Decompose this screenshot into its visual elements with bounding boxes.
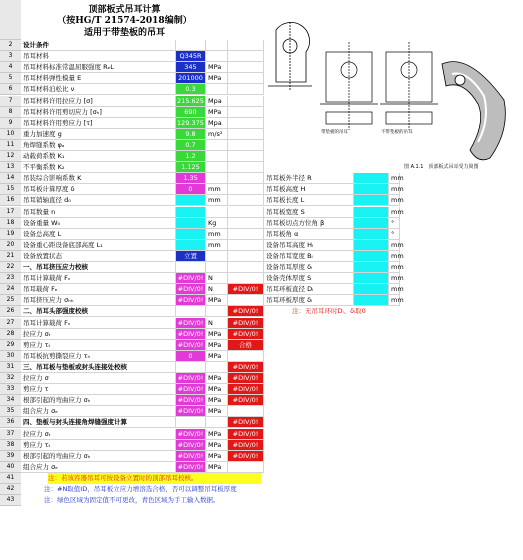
lug-views-icon — [320, 42, 438, 130]
empty-cell[interactable] — [228, 262, 264, 273]
cell-unit[interactable] — [206, 40, 228, 51]
empty-cell[interactable] — [228, 162, 264, 173]
row-number: 13 — [0, 162, 21, 173]
empty-cell[interactable] — [228, 240, 264, 251]
right-value[interactable] — [354, 262, 389, 273]
status-cell[interactable]: #DIV/0! — [228, 451, 264, 462]
lug-curved-icon — [442, 62, 505, 160]
right-label[interactable]: 设备吊耳厚度 δₗ — [264, 262, 354, 273]
row-number: 37 — [0, 429, 21, 440]
cell-label[interactable]: 吊耳板抗剪撕裂应力 τₕ — [21, 351, 176, 362]
right-label[interactable]: 吊耳板切点方位角 β — [264, 218, 354, 229]
status-cell[interactable]: #DIV/0! — [228, 373, 264, 384]
right-unit[interactable]: mm — [389, 184, 400, 195]
cell-label[interactable]: 吊耳材料许用剪应力 [τ] — [21, 118, 176, 129]
right-label[interactable]: 吊耳板角 α — [264, 229, 354, 240]
cell-label[interactable]: 吊耳销轴直径 d₀ — [21, 195, 176, 206]
cell-label[interactable]: 拉应力 σ — [21, 373, 176, 384]
cell-value[interactable]: 0 — [176, 184, 206, 195]
status-cell[interactable]: 合格 — [228, 340, 264, 351]
row-number: 3 — [0, 51, 21, 62]
row-number: 6 — [0, 84, 21, 95]
row-number: 20 — [0, 240, 21, 251]
cell-label[interactable]: 吊耳载荷 Fₑ — [21, 284, 176, 295]
cell-label[interactable]: 吊耳计算载荷 Fᵥ — [21, 273, 176, 284]
cell-label[interactable]: 剪应力 τₜ — [21, 340, 176, 351]
cell-unit[interactable] — [206, 140, 228, 151]
row-number: 19 — [0, 229, 21, 240]
cell-unit[interactable]: Kg — [206, 218, 228, 229]
right-unit[interactable]: mm — [389, 262, 400, 273]
cell-unit[interactable]: mm — [206, 229, 228, 240]
right-unit[interactable]: ° — [389, 229, 400, 240]
cell-value[interactable] — [176, 195, 206, 206]
row-number: 41 — [0, 473, 21, 484]
right-value[interactable] — [354, 229, 389, 240]
row-number: 27 — [0, 318, 21, 329]
row-number: 4 — [0, 62, 21, 73]
cell-value[interactable]: #DIV/0! — [176, 451, 206, 462]
status-cell[interactable]: #DIV/0! — [228, 417, 264, 428]
row-number: 24 — [0, 284, 21, 295]
right-unit[interactable]: mm — [389, 295, 400, 306]
cell-label[interactable]: 动载荷系数 K₁ — [21, 151, 176, 162]
row-number: 31 — [0, 362, 21, 373]
cell-unit[interactable]: MPa — [206, 429, 228, 440]
cell-value[interactable] — [176, 362, 206, 373]
cell-unit[interactable] — [206, 306, 228, 317]
cell-label[interactable]: 吊耳材料 — [21, 51, 176, 62]
note-row42: 注：#N取值ID，吊耳板立应力增溶选合格，否可以调整吊耳板厚度 — [44, 485, 237, 493]
cell-unit[interactable]: MPa — [206, 340, 228, 351]
cell-label[interactable]: 不平衡系数 K₂ — [21, 162, 176, 173]
right-label[interactable]: 设备壳体厚度 S — [264, 273, 354, 284]
row-number: 36 — [0, 417, 21, 428]
cell-label[interactable]: 吊耳材料标准常温屈服强度 RₑL — [21, 62, 176, 73]
empty-cell[interactable] — [228, 118, 264, 129]
cell-label[interactable]: 组合应力 σₑ — [21, 406, 176, 417]
title-line1: 顶部板式吊耳计算 — [88, 5, 161, 15]
cell-unit[interactable]: MPa — [206, 62, 228, 73]
cell-unit[interactable]: MPa — [206, 373, 228, 384]
row-number: 2 — [0, 40, 21, 51]
cell-unit[interactable]: MPa — [206, 451, 228, 462]
row-number: 21 — [0, 251, 21, 262]
row-number: 29 — [0, 340, 21, 351]
row-number: 35 — [0, 406, 21, 417]
cell-label[interactable]: 吊耳计算载荷 Fᵥ — [21, 318, 176, 329]
right-label[interactable]: 吊耳板高度 H — [264, 184, 354, 195]
right-unit[interactable]: mm — [389, 273, 400, 284]
cell-unit[interactable] — [206, 151, 228, 162]
cell-value[interactable]: 0.7 — [176, 140, 206, 151]
title-line2: （按HG/T 21574-2018编制） — [57, 16, 192, 26]
row-number: 23 — [0, 273, 21, 284]
right-unit[interactable]: mm — [389, 284, 400, 295]
lug-sketch-icon — [268, 22, 312, 90]
cell-value[interactable]: Q345R — [176, 51, 206, 62]
cell-value[interactable]: #DIV/0! — [176, 284, 206, 295]
row-number: 28 — [0, 329, 21, 340]
cell-value[interactable]: 201000 — [176, 73, 206, 84]
cell-unit[interactable] — [206, 207, 228, 218]
cell-label[interactable]: 吊装综合影响系数 K — [21, 173, 176, 184]
cell-unit[interactable]: mm — [206, 195, 228, 206]
cell-value[interactable]: 0 — [176, 351, 206, 362]
row-number: 9 — [0, 118, 21, 129]
cell-label[interactable]: 根部引起的弯曲应力 σₕ — [21, 451, 176, 462]
diagram-label-without-pad: 不带垫板的吊耳 — [381, 130, 413, 135]
cell-unit[interactable]: MPa — [206, 329, 228, 340]
cell-label[interactable]: 剪应力 τₜ — [21, 440, 176, 451]
cell-unit[interactable]: N — [206, 273, 228, 284]
right-label[interactable]: 吊耳板长度 L — [264, 195, 354, 206]
right-unit[interactable]: mm — [389, 207, 400, 218]
lug-diagram — [264, 12, 519, 192]
cell-unit[interactable]: mm — [206, 240, 228, 251]
cell-label[interactable]: 吊耳材料许用拉应力 [σ] — [21, 96, 176, 107]
cell-value[interactable]: #DIV/0! — [176, 395, 206, 406]
cell-unit[interactable]: mm — [206, 184, 228, 195]
status-cell[interactable]: #DIV/0! — [228, 329, 264, 340]
cell-value[interactable]: 690 — [176, 107, 206, 118]
empty-cell[interactable] — [228, 51, 264, 62]
cell-value[interactable]: 129.375 — [176, 118, 206, 129]
cell-value[interactable]: #DIV/0! — [176, 295, 206, 306]
right-unit[interactable]: ° — [389, 218, 400, 229]
cell-value[interactable]: 立置 — [176, 251, 206, 262]
cell-value[interactable]: 1.125 — [176, 162, 206, 173]
cell-value[interactable]: #DIV/0! — [176, 429, 206, 440]
title-line3: 适用于带垫板的吊耳 — [83, 28, 165, 38]
cell-unit[interactable]: MPa — [206, 107, 228, 118]
right-label[interactable]: 吊耳板外半径 R — [264, 173, 354, 184]
row-number-title — [0, 0, 21, 40]
row-number: 43 — [0, 495, 21, 506]
right-unit[interactable]: mm — [389, 240, 400, 251]
cell-unit[interactable] — [206, 362, 228, 373]
cell-unit[interactable]: N — [206, 318, 228, 329]
cell-label[interactable]: 角焊缝系数 φₐ — [21, 140, 176, 151]
empty-cell[interactable] — [228, 96, 264, 107]
right-label[interactable]: 设备吊耳宽度 Bₗ — [264, 251, 354, 262]
right-value[interactable] — [354, 273, 389, 284]
cell-label[interactable]: 设备重量 W₀ — [21, 218, 176, 229]
empty-cell[interactable] — [228, 351, 264, 362]
status-cell[interactable]: #DIV/0! — [228, 306, 264, 317]
row-number: 42 — [0, 484, 21, 495]
empty-cell[interactable] — [228, 73, 264, 84]
row-number: 30 — [0, 351, 21, 362]
cell-value[interactable]: 1.35 — [176, 173, 206, 184]
note-row41: 注：若该容器吊耳可按设备立置时的顶部吊耳校核。 — [48, 473, 261, 484]
cell-unit[interactable] — [206, 162, 228, 173]
cell-label[interactable]: 二、吊耳头部强度校核 — [21, 306, 176, 317]
empty-cell[interactable] — [228, 218, 264, 229]
empty-cell[interactable] — [228, 462, 264, 473]
right-label[interactable]: 吊耳环板直径 Dₗ — [264, 284, 354, 295]
empty-cell[interactable] — [228, 151, 264, 162]
cell-label[interactable]: 设备放置状态 — [21, 251, 176, 262]
right-label[interactable]: 设备吊耳高度 Hₗ — [264, 240, 354, 251]
cell-unit[interactable]: MPa — [206, 440, 228, 451]
cell-label[interactable]: 组合应力 σₑ — [21, 462, 176, 473]
empty-cell[interactable] — [228, 184, 264, 195]
status-cell[interactable]: #DIV/0! — [228, 440, 264, 451]
row-number: 5 — [0, 73, 21, 84]
cell-value[interactable] — [176, 262, 206, 273]
cell-value[interactable] — [176, 207, 206, 218]
empty-cell[interactable] — [228, 62, 264, 73]
empty-cell[interactable] — [228, 107, 264, 118]
cell-value[interactable] — [176, 240, 206, 251]
right-value[interactable] — [354, 207, 389, 218]
cell-value[interactable]: 215.625 — [176, 96, 206, 107]
cell-value[interactable]: #DIV/0! — [176, 384, 206, 395]
cell-value[interactable] — [176, 417, 206, 428]
cell-label[interactable]: 拉应力 σₜ — [21, 429, 176, 440]
cell-unit[interactable]: MPa — [206, 384, 228, 395]
status-cell[interactable]: #DIV/0! — [228, 362, 264, 373]
cell-value[interactable] — [176, 218, 206, 229]
empty-cell[interactable] — [228, 406, 264, 417]
cell-label[interactable]: 设计条件 — [21, 40, 176, 51]
empty-cell[interactable] — [228, 207, 264, 218]
cell-value[interactable]: #DIV/0! — [176, 406, 206, 417]
cell-unit[interactable]: Mpa — [206, 96, 228, 107]
cell-value[interactable]: #DIV/0! — [176, 440, 206, 451]
cell-label[interactable]: 吊耳材料泊松比 ν — [21, 84, 176, 95]
row-number: 26 — [0, 306, 21, 317]
cell-value[interactable]: 345 — [176, 62, 206, 73]
cell-unit[interactable]: MPa — [206, 295, 228, 306]
empty-cell[interactable] — [228, 173, 264, 184]
cell-value[interactable]: 9.8 — [176, 129, 206, 140]
cell-unit[interactable]: Mpa — [206, 118, 228, 129]
cell-label[interactable]: 三、吊耳板与垫板或封头连接处校核 — [21, 362, 176, 373]
cell-unit[interactable]: MPa — [206, 462, 228, 473]
cell-value[interactable]: #DIV/0! — [176, 329, 206, 340]
right-label[interactable]: 吊耳板宽度 S — [264, 207, 354, 218]
cell-label[interactable]: 重力加速度 g — [21, 129, 176, 140]
note-row26: 注：无吊耳环时Dₗ、δₗ取0 — [292, 307, 366, 316]
status-cell[interactable]: #DIV/0! — [228, 284, 264, 295]
row-number: 22 — [0, 262, 21, 273]
status-cell[interactable]: #DIV/0! — [228, 395, 264, 406]
status-cell[interactable]: #DIV/0! — [228, 318, 264, 329]
cell-unit[interactable]: MPa — [206, 351, 228, 362]
cell-label[interactable]: 吊耳挤压应力 σₕₕ — [21, 295, 176, 306]
row-number: 25 — [0, 295, 21, 306]
cell-label[interactable]: 吊耳材料弹性模量 E — [21, 73, 176, 84]
row-number: 16 — [0, 195, 21, 206]
empty-cell[interactable] — [228, 273, 264, 284]
cell-unit[interactable]: MPa — [206, 395, 228, 406]
cell-value[interactable]: #DIV/0! — [176, 340, 206, 351]
row-number: 32 — [0, 373, 21, 384]
empty-cell[interactable] — [228, 195, 264, 206]
cell-value[interactable] — [176, 306, 206, 317]
row-number: 17 — [0, 207, 21, 218]
empty-cell[interactable] — [228, 251, 264, 262]
row-number: 10 — [0, 129, 21, 140]
right-label[interactable]: 吊耳环板厚度 δₗ — [264, 295, 354, 306]
row-number: 7 — [0, 96, 21, 107]
empty-cell[interactable] — [228, 229, 264, 240]
empty-cell[interactable] — [228, 40, 264, 51]
cell-value[interactable]: #DIV/0! — [176, 462, 206, 473]
cell-unit[interactable]: MPa — [206, 73, 228, 84]
right-unit[interactable]: mm — [389, 173, 400, 184]
empty-cell[interactable] — [228, 129, 264, 140]
right-value[interactable] — [354, 284, 389, 295]
status-cell[interactable]: #DIV/0! — [228, 429, 264, 440]
row-number: 15 — [0, 184, 21, 195]
cell-label[interactable]: 设备总高度 L — [21, 229, 176, 240]
right-value[interactable] — [354, 195, 389, 206]
diagram-label-with-pad: 带垫板的吊耳 — [321, 130, 348, 135]
note-row43: 注：绿色区域为固定值不可更改，青色区域为手工输入数据。 — [44, 496, 220, 505]
row-number: 8 — [0, 107, 21, 118]
cell-label[interactable]: 拉应力 σₜ — [21, 329, 176, 340]
cell-label[interactable]: 吊耳数量 n — [21, 207, 176, 218]
row-number: 34 — [0, 395, 21, 406]
cell-label[interactable]: 一、吊耳挤压应力校核 — [21, 262, 176, 273]
cell-unit[interactable] — [206, 51, 228, 62]
cell-value[interactable]: #DIV/0! — [176, 273, 206, 284]
cell-label[interactable]: 吊耳板计算厚度 δ — [21, 184, 176, 195]
right-unit[interactable]: mm — [389, 251, 400, 262]
row-number: 12 — [0, 151, 21, 162]
cell-unit[interactable] — [206, 262, 228, 273]
row-number: 38 — [0, 440, 21, 451]
cell-unit[interactable]: N — [206, 284, 228, 295]
cell-value[interactable]: #DIV/0! — [176, 318, 206, 329]
cell-label[interactable]: 吊耳材料许用剪切应力 [σₕ] — [21, 107, 176, 118]
right-value[interactable] — [354, 251, 389, 262]
empty-cell[interactable] — [228, 140, 264, 151]
cell-label[interactable]: 根部引起的弯曲应力 σₕ — [21, 395, 176, 406]
cell-label[interactable]: 四、垫板与封头连接角焊缝强度计算 — [21, 417, 176, 428]
right-value[interactable] — [354, 295, 389, 306]
row-number: 11 — [0, 140, 21, 151]
row-number: 18 — [0, 218, 21, 229]
cell-value[interactable]: 0.3 — [176, 84, 206, 95]
right-value[interactable] — [354, 240, 389, 251]
cell-unit[interactable]: MPa — [206, 406, 228, 417]
cell-label[interactable]: 剪应力 τ — [21, 384, 176, 395]
figure-caption: 图 A.1.1 顶部板式吊耳受力简图 — [404, 164, 479, 170]
cell-unit[interactable] — [206, 84, 228, 95]
cell-unit[interactable] — [206, 251, 228, 262]
cell-unit[interactable] — [206, 173, 228, 184]
status-cell[interactable]: #DIV/0! — [228, 384, 264, 395]
row-number: 14 — [0, 173, 21, 184]
row-number: 33 — [0, 384, 21, 395]
cell-label[interactable]: 设备重心距设备底部高度 L₁ — [21, 240, 176, 251]
empty-cell[interactable] — [228, 84, 264, 95]
right-unit[interactable]: mm — [389, 195, 400, 206]
cell-value[interactable]: #DIV/0! — [176, 373, 206, 384]
cell-value[interactable] — [176, 229, 206, 240]
row-number: 39 — [0, 451, 21, 462]
row-number: 40 — [0, 462, 21, 473]
cell-value[interactable] — [176, 40, 206, 51]
cell-value[interactable]: 1.2 — [176, 151, 206, 162]
cell-unit[interactable] — [206, 417, 228, 428]
cell-unit[interactable]: m/s² — [206, 129, 228, 140]
empty-cell[interactable] — [228, 295, 264, 306]
right-value[interactable] — [354, 218, 389, 229]
